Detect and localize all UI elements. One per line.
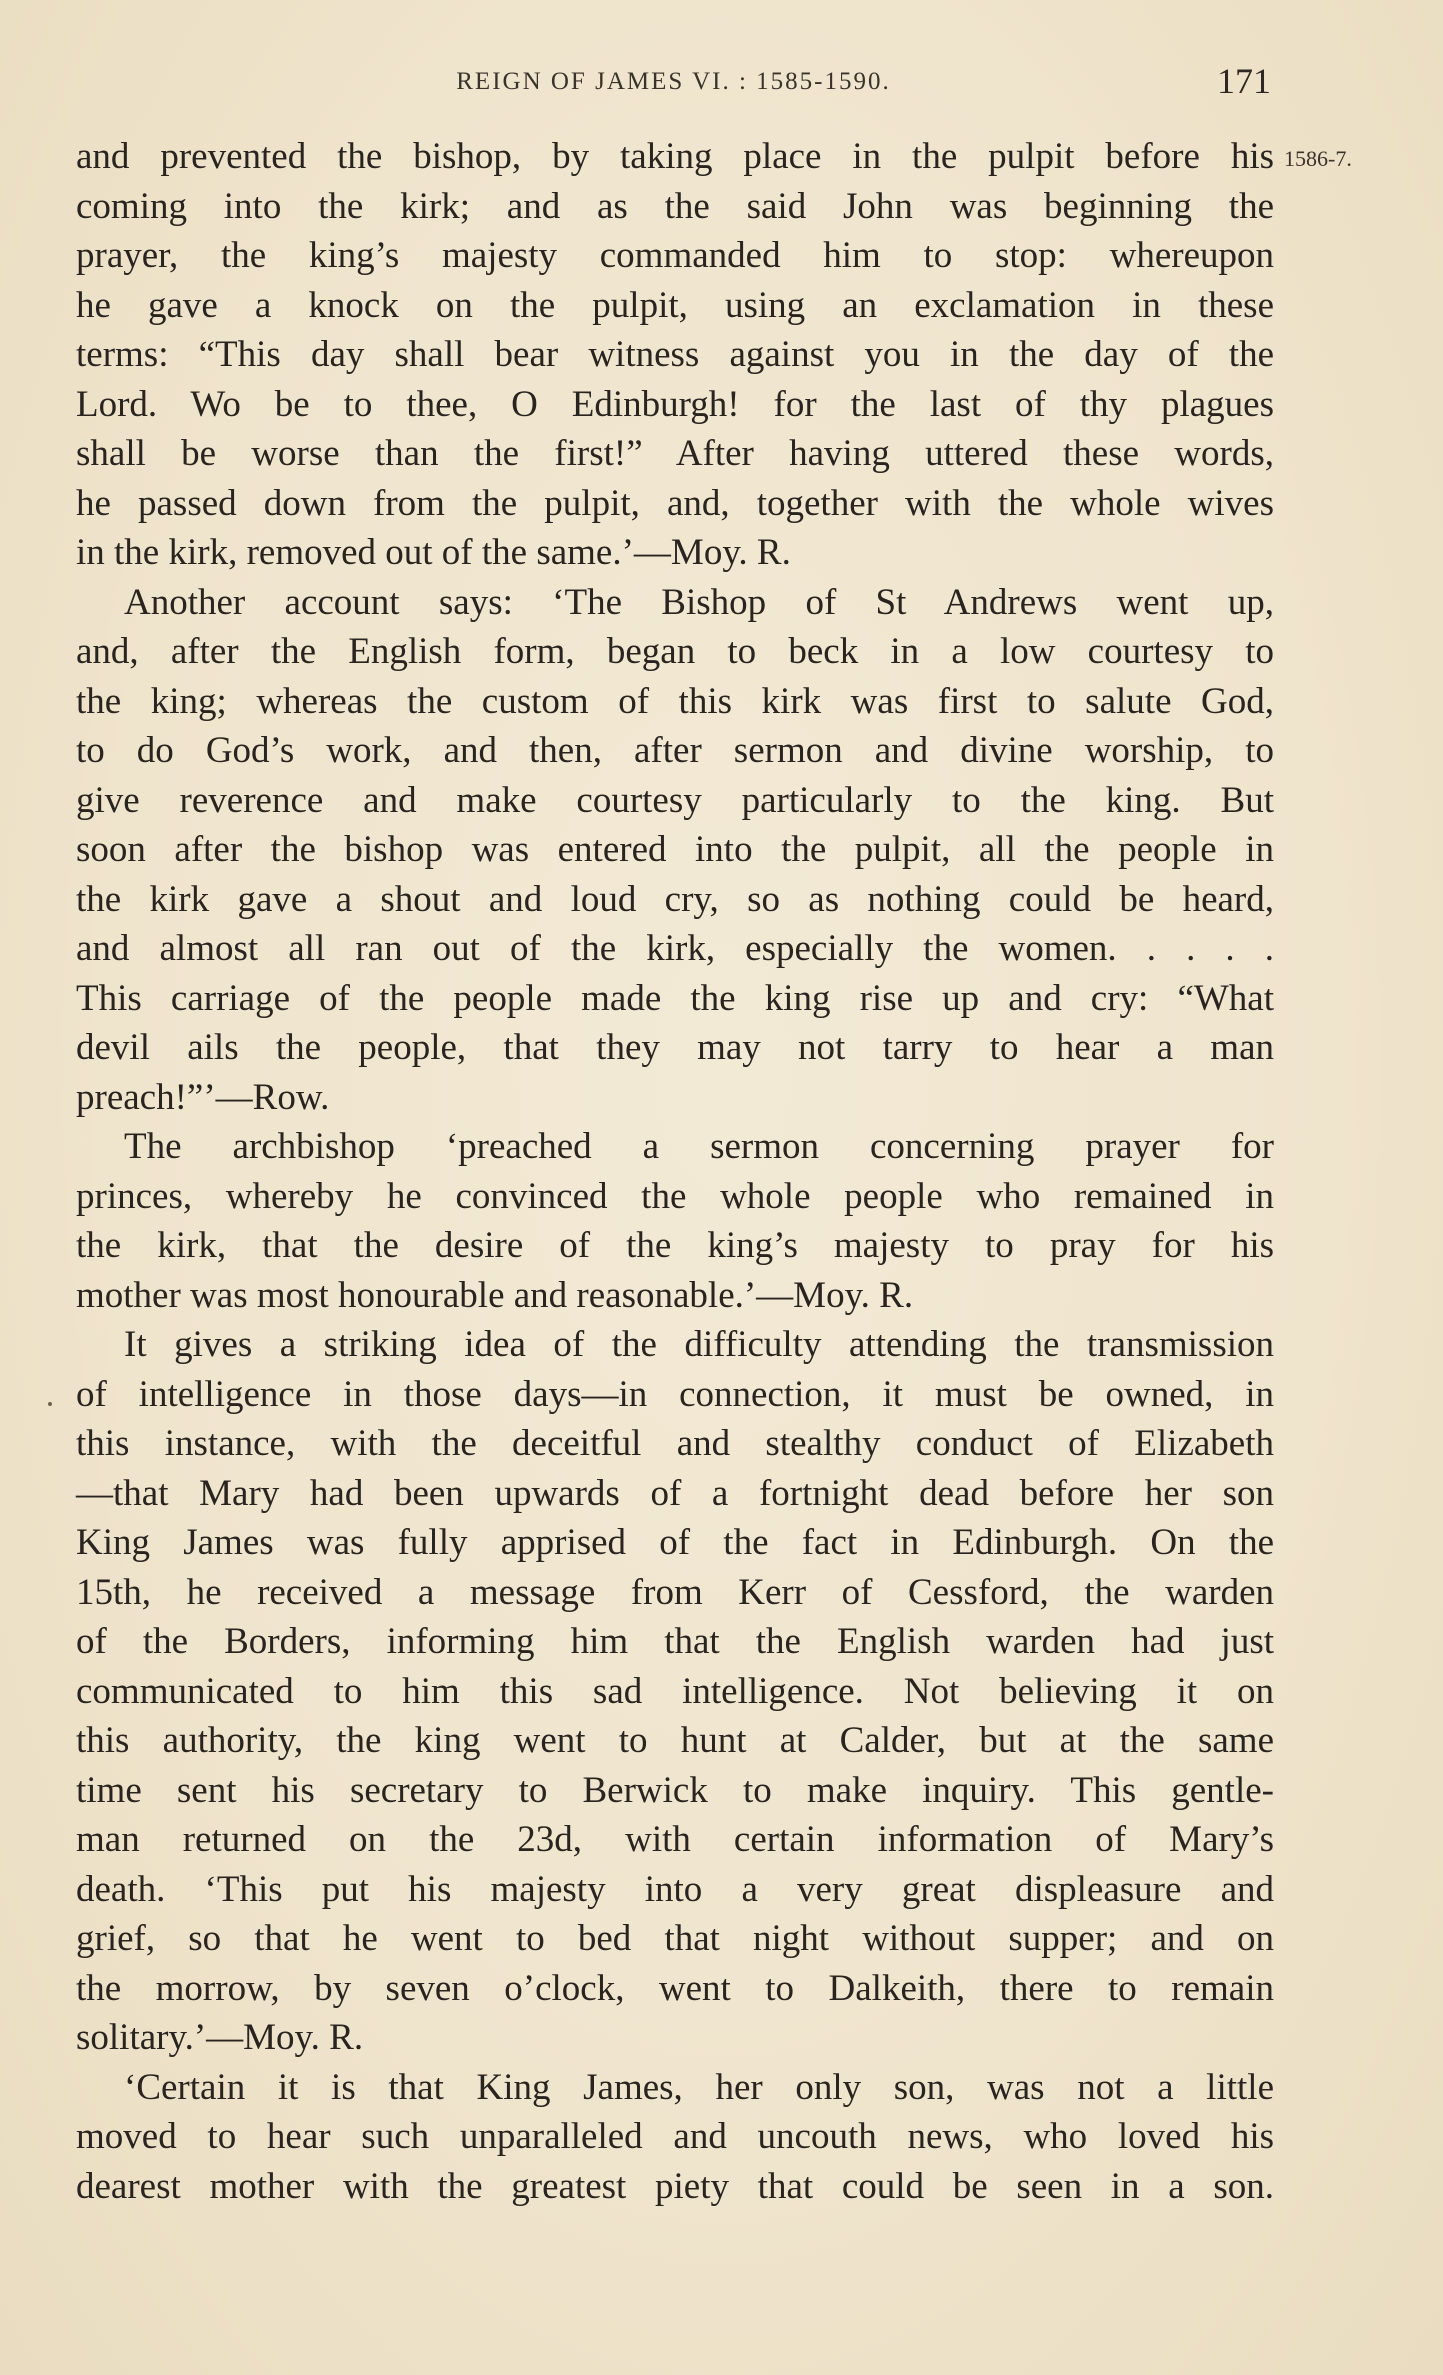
text-line: this authority, the king went to hunt at Calder, but at the same: [76, 1720, 1274, 1761]
text-line: and almost all ran out of the kirk, especially the women. . . . .: [76, 928, 1274, 969]
text-line: The archbishop ‘preached a sermon concerning prayer for: [124, 1126, 1274, 1167]
margin-date-note: 1586-7.: [1284, 146, 1352, 171]
text-line: the kirk, that the desire of the king’s majesty to pray for his: [76, 1225, 1274, 1266]
text-line: grief, so that he went to bed that night without supper; and on: [76, 1918, 1274, 1959]
paper-speck: [48, 1402, 52, 1406]
text-line: and prevented the bishop, by taking place in the pulpit before his: [76, 136, 1274, 177]
text-line: ‘Certain it is that King James, her only son, was not a little: [124, 2066, 1274, 2108]
text-line: of the Borders, informing him that the English warden had just: [76, 1621, 1274, 1662]
text-line: Another account says: ‘The Bishop of St Andrews went up,: [124, 581, 1274, 623]
text-line: to do God’s work, and then, after sermon and divine worship, to: [76, 730, 1274, 771]
text-line: moved to hear such unparalleled and uncouth news, who loved his: [76, 2116, 1274, 2157]
text-line: time sent his secretary to Berwick to make inquiry. This gentle-: [76, 1769, 1274, 1811]
text-line: shall be worse than the first!” After having uttered these words,: [76, 433, 1274, 474]
text-line: preach!”’—Row.: [76, 1076, 330, 1118]
running-head: REIGN OF JAMES VI. : 1585-1590.: [456, 68, 891, 95]
text-line: he passed down from the pulpit, and, together with the whole wives: [76, 482, 1274, 524]
body-text: [76, 132, 1274, 2211]
text-line: princes, whereby he convinced the whole people who remained in: [76, 1175, 1274, 1217]
text-line: It gives a striking idea of the difficulty attending the transmission: [124, 1324, 1274, 1365]
text-line: this instance, with the deceitful and stealthy conduct of Elizabeth: [76, 1423, 1274, 1464]
text-line: the morrow, by seven o’clock, went to Dalkeith, there to remain: [76, 1967, 1274, 2009]
text-line: communicated to him this sad intelligence. Not believing it on: [76, 1670, 1274, 1712]
text-line: and, after the English form, began to beck in a low courtesy to: [76, 631, 1274, 672]
text-line: soon after the bishop was entered into the pulpit, all the people in: [76, 829, 1274, 870]
text-line: dearest mother with the greatest piety that could be seen in a son.: [76, 2165, 1274, 2207]
text-line: mother was most honourable and reasonable.’—Moy. R.: [76, 1274, 914, 1316]
text-line: terms: “This day shall bear witness against you in the day of the: [76, 334, 1274, 375]
text-line: the kirk gave a shout and loud cry, so as nothing could be heard,: [76, 878, 1274, 920]
text-line: prayer, the king’s majesty commanded him to stop: whereupon: [76, 235, 1274, 276]
text-line: give reverence and make courtesy particularly to the king. But: [76, 779, 1274, 821]
text-line: death. ‘This put his majesty into a very great displeasure and: [76, 1868, 1274, 1910]
text-line: man returned on the 23d, with certain information of Mary’s: [76, 1819, 1274, 1860]
text-line: the king; whereas the custom of this kirk was first to salute God,: [76, 680, 1274, 722]
text-line: solitary.’—Moy. R.: [76, 2017, 364, 2058]
text-line: he gave a knock on the pulpit, using an exclamation in these: [76, 284, 1274, 326]
text-line: Lord. Wo be to thee, O Edinburgh! for the last of thy plagues: [76, 383, 1274, 425]
text-line: devil ails the people, that they may not tarry to hear a man: [76, 1027, 1274, 1068]
page-number: 171: [1217, 61, 1271, 101]
text-line: coming into the kirk; and as the said John was beginning the: [76, 185, 1274, 227]
text-line: This carriage of the people made the king rise up and cry: “What: [76, 977, 1274, 1019]
text-line: of intelligence in those days—in connection, it must be owned, in: [76, 1373, 1274, 1415]
page-header: [76, 60, 1271, 110]
text-line: King James was fully apprised of the fact in Edinburgh. On the: [76, 1522, 1274, 1563]
text-line: 15th, he received a message from Kerr of Cessford, the warden: [76, 1571, 1274, 1613]
text-line: in the kirk, removed out of the same.’—Moy. R.: [76, 532, 791, 573]
text-line: —that Mary had been upwards of a fortnight dead before her son: [76, 1472, 1274, 1514]
